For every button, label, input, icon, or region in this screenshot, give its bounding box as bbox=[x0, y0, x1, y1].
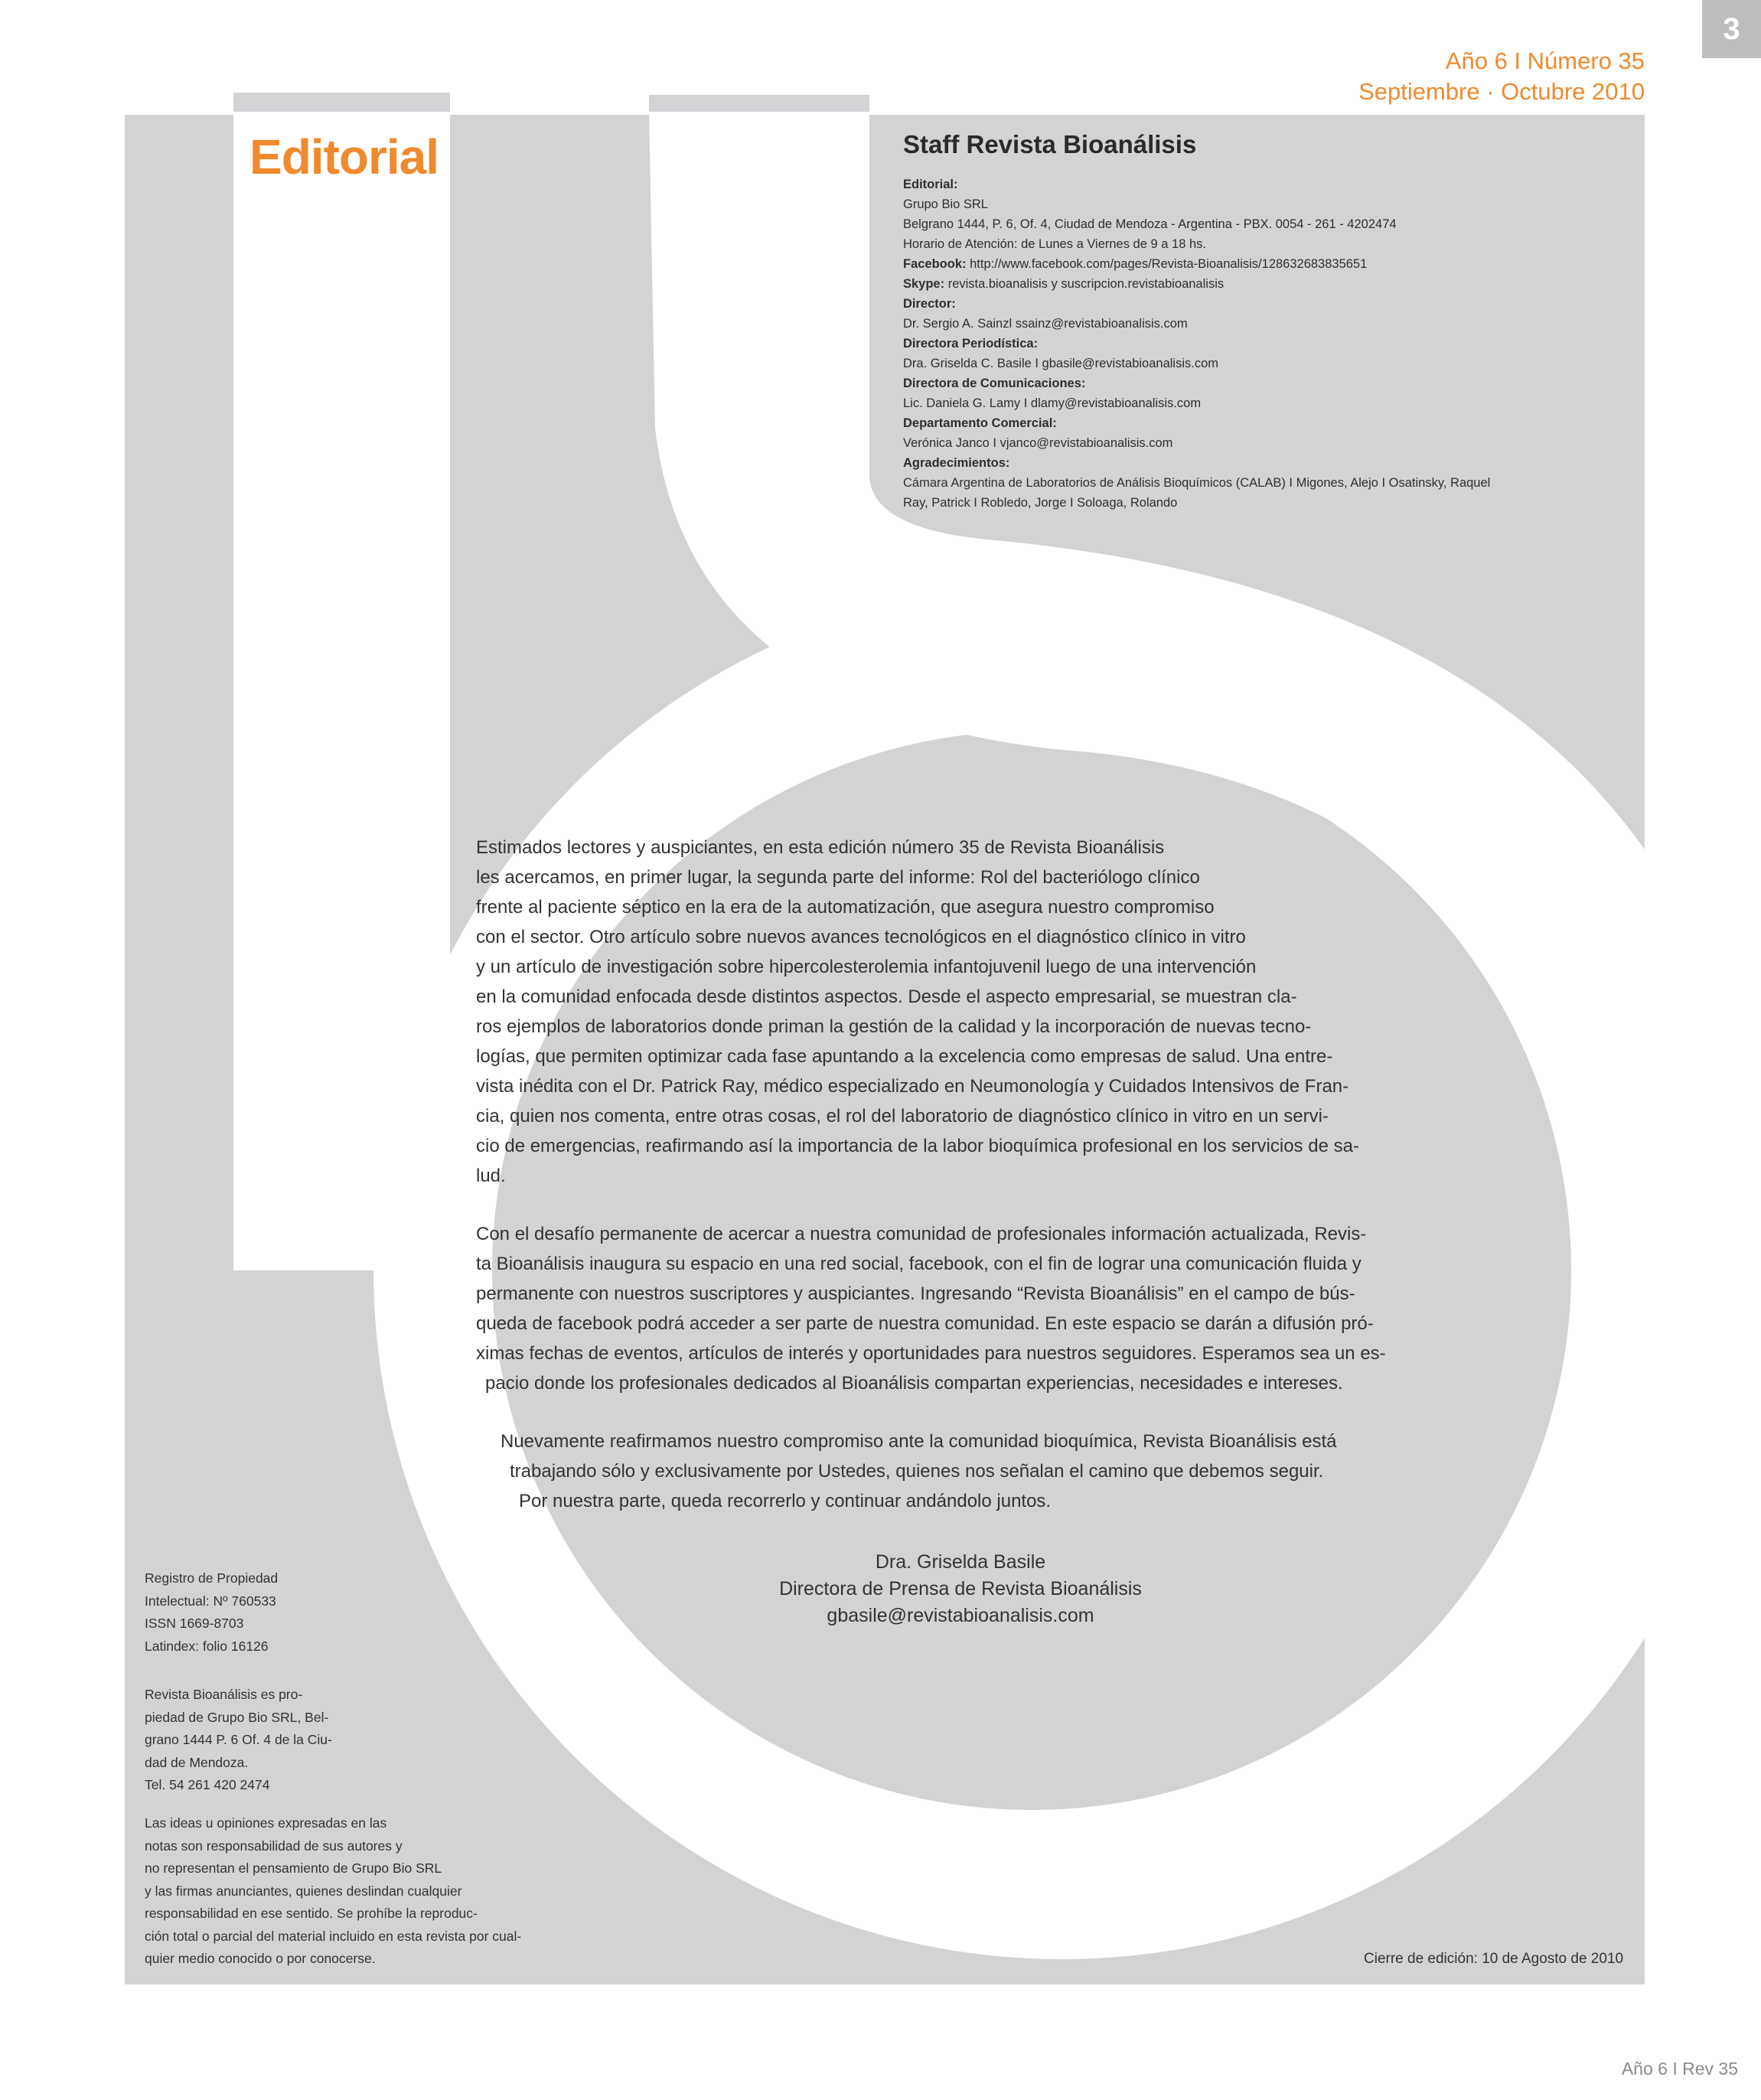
text-line: permanente con nuestros suscriptores y auspiciantes. Ingresando “Revista Bioanálisis” en el campo de bús- bbox=[476, 1283, 1355, 1304]
text-line: pacio donde los profesionales dedicados al Bioanálisis compartan experiencias, necesidades e intereses. bbox=[485, 1373, 1343, 1394]
staff-hours: Horario de Atención: de Lunes a Viernes de 9 a 18 hs. bbox=[903, 237, 1206, 251]
closing-date: Cierre de edición: 10 de Agosto de 2010 bbox=[1364, 1951, 1624, 1967]
body-paragraph-3 bbox=[476, 1427, 1463, 1516]
page-footer: Año 6 I Rev 35 bbox=[1621, 2059, 1738, 2079]
section-title: Editorial bbox=[249, 129, 439, 184]
disclaimer-line: notas son responsabilidad de sus autores y bbox=[145, 1838, 403, 1854]
staff-facebook bbox=[903, 254, 1577, 274]
text-line: ta Bioanálisis inaugura su espacio en una red social, facebook, con el fin de lograr una comunicación fluida y bbox=[476, 1254, 1362, 1274]
facebook-link[interactable]: http://www.facebook.com/pages/Revista-Bioanalisis/128632683835651 bbox=[970, 257, 1368, 271]
staff-director-label: Director: bbox=[903, 297, 956, 311]
text-line: Por nuestra parte, queda recorrerlo y continuar andándolo juntos. bbox=[519, 1491, 1052, 1511]
text-line: con el sector. Otro artículo sobre nuevos avances tecnológicos en el diagnóstico clínico in vitro bbox=[476, 927, 1246, 947]
text-line: cio de emergencias, reafirmando así la importancia de la labor bioquímica profesional en los servicios de sa- bbox=[476, 1136, 1359, 1156]
page-number: 3 bbox=[1702, 0, 1761, 58]
text-line: cia, quien nos comenta, entre otras cosas, el rol del laboratorio de diagnóstico clínico in vitro en un servi- bbox=[476, 1106, 1329, 1127]
disclaimer-line: responsabilidad en ese sentido. Se prohíbe la reproduc- bbox=[145, 1906, 478, 1921]
text-line: Nuevamente reafirmamos nuestro compromiso ante la comunidad bioquímica, Revista Bioanálisis está bbox=[501, 1431, 1337, 1452]
signature-block bbox=[765, 1549, 1156, 1629]
staff-editorial-label: Editorial: bbox=[903, 178, 958, 191]
staff-periodistica-label: Directora Periodística: bbox=[903, 337, 1039, 351]
text-line: les acercamos, en primer lugar, la segunda parte del informe: Rol del bacteriólogo clínico bbox=[476, 867, 1200, 888]
body-paragraph-1 bbox=[476, 833, 1463, 1191]
skype-label: Skype: bbox=[903, 277, 945, 291]
staff-agradecimientos-line: Ray, Patrick I Robledo, Jorge I Soloaga, Rolando bbox=[903, 496, 1178, 510]
skype-value: revista.bioanalisis y suscripcion.revistabioanalisis bbox=[947, 277, 1225, 291]
staff-comercial-label: Departamento Comercial: bbox=[903, 416, 1057, 430]
text-line: ximas fechas de eventos, artículos de interés y oportunidades para nuestros seguidores. Esperamos sea un es- bbox=[476, 1343, 1386, 1364]
text-line: en la comunidad enfocada desde distintos aspectos. Desde el aspecto empresarial, se muestran cla- bbox=[476, 986, 1297, 1007]
staff-editorial-name: Grupo Bio SRL bbox=[903, 197, 988, 211]
ownership-line: Tel. 54 261 420 2474 bbox=[145, 1777, 270, 1792]
disclaimer-line: Las ideas u opiniones expresadas en las bbox=[145, 1815, 387, 1831]
signature-role: Directora de Prensa de Revista Bioanálisis bbox=[779, 1578, 1142, 1599]
body-paragraph-2 bbox=[476, 1219, 1463, 1398]
text-line: frente al paciente séptico en la era de la automatización, que asegura nuestro compromiso bbox=[476, 897, 1215, 918]
text-line: logías, que permiten optimizar cada fase apuntando a la excelencia como empresas de salud. Una entre- bbox=[476, 1046, 1333, 1067]
staff-box bbox=[903, 130, 1577, 513]
staff-periodistica-value: Dra. Griselda C. Basile I gbasile@revistabioanalisis.com bbox=[903, 357, 1218, 370]
disclaimer-line: y las firmas anunciantes, quienes deslindan cualquier bbox=[145, 1883, 462, 1899]
disclaimer-line: quier medio conocido o por conocerse. bbox=[145, 1951, 376, 1966]
text-line: vista inédita con el Dr. Patrick Ray, médico especializado en Neumonología y Cuidados Intensivos de Fran- bbox=[476, 1076, 1349, 1097]
ownership-line: Revista Bioanálisis es pro- bbox=[145, 1687, 303, 1702]
issue-header bbox=[1358, 46, 1645, 107]
text-line: Estimados lectores y auspiciantes, en esta edición número 35 de Revista Bioanálisis bbox=[476, 837, 1165, 858]
registry-line: Registro de Propiedad bbox=[145, 1570, 279, 1586]
text-line: trabajando sólo y exclusivamente por Ustedes, quienes nos señalan el camino que debemos seguir. bbox=[510, 1461, 1324, 1482]
staff-comunicaciones-label: Directora de Comunicaciones: bbox=[903, 377, 1086, 390]
text-line: queda de facebook podrá acceder a ser parte de nuestra comunidad. En este espacio se darán a difusión pró- bbox=[476, 1313, 1374, 1334]
text-line: ros ejemplos de laboratorios donde priman la gestión de la calidad y la incorporación de nuevas tecno- bbox=[476, 1016, 1312, 1037]
disclaimer-line: ción total o parcial del material incluido en esta revista por cual- bbox=[145, 1928, 522, 1944]
staff-address: Belgrano 1444, P. 6, Of. 4, Ciudad de Mendoza - Argentina - PBX. 0054 - 261 - 4202474 bbox=[903, 217, 1397, 231]
staff-director-value: Dr. Sergio A. Sainzl ssainz@revistabioanalisis.com bbox=[903, 317, 1188, 331]
facebook-label: Facebook: bbox=[903, 257, 967, 271]
editorial-body bbox=[476, 833, 1463, 1516]
ownership-line: piedad de Grupo Bio SRL, Bel- bbox=[145, 1709, 329, 1725]
registry-line: ISSN 1669-8703 bbox=[145, 1616, 244, 1631]
disclaimer-line: no representan el pensamiento de Grupo Bio SRL bbox=[145, 1860, 442, 1876]
text-line: lud. bbox=[476, 1166, 506, 1186]
registry-line: Latindex: folio 16126 bbox=[145, 1638, 269, 1654]
staff-comercial-value: Verónica Janco I vjanco@revistabioanalisis.com bbox=[903, 436, 1173, 450]
issue-number: Año 6 I Número 35 bbox=[1445, 47, 1645, 74]
signature-name: Dra. Griselda Basile bbox=[875, 1551, 1046, 1573]
issue-date: Septiembre · Octubre 2010 bbox=[1358, 78, 1645, 105]
staff-comunicaciones-value: Lic. Daniela G. Lamy I dlamy@revistabioanalisis.com bbox=[903, 396, 1202, 410]
staff-agradecimientos-label: Agradecimientos: bbox=[903, 456, 1010, 470]
ownership-line: dad de Mendoza. bbox=[145, 1754, 249, 1770]
disclaimer bbox=[145, 1812, 589, 1971]
signature-email[interactable]: gbasile@revistabioanalisis.com bbox=[827, 1605, 1094, 1626]
text-line: y un artículo de investigación sobre hipercolesterolemia infantojuvenil luego de una intervención bbox=[476, 957, 1257, 977]
registry-info bbox=[145, 1567, 589, 1658]
staff-agradecimientos-line: Cámara Argentina de Laboratorios de Análisis Bioquímicos (CALAB) I Migones, Alejo I Osatinsky, Raquel bbox=[903, 476, 1491, 490]
registry-line: Intelectual: Nº 760533 bbox=[145, 1593, 276, 1609]
text-line: Con el desafío permanente de acercar a nuestra comunidad de profesionales información actualizada, Revis- bbox=[476, 1224, 1367, 1244]
staff-title: Staff Revista Bioanálisis bbox=[903, 130, 1197, 158]
staff-skype bbox=[903, 274, 1577, 294]
ownership-info bbox=[145, 1684, 589, 1797]
ownership-line: grano 1444 P. 6 Of. 4 de la Ciu- bbox=[145, 1732, 332, 1747]
